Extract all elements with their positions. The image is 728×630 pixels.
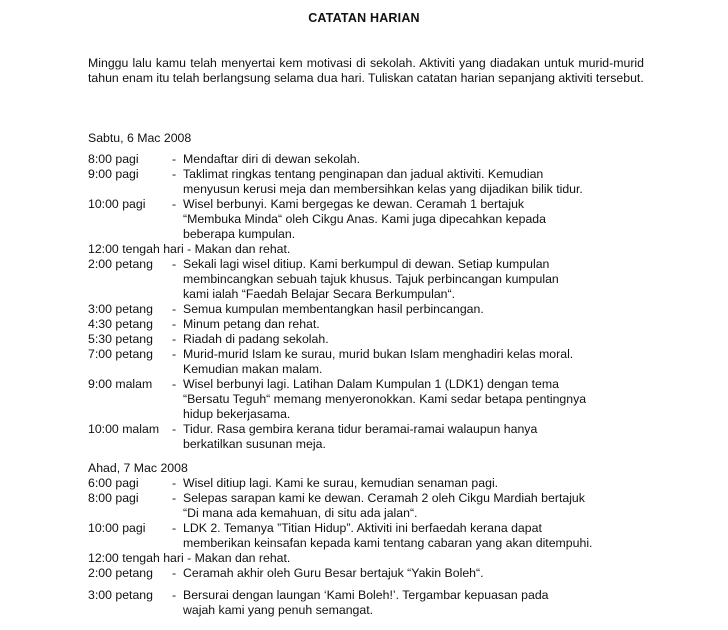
schedule-entry bbox=[88, 566, 648, 581]
entry-description bbox=[183, 566, 643, 581]
day-heading: Ahad, 7 Mac 2008 bbox=[88, 461, 188, 475]
description-line: Minum petang dan rehat. bbox=[183, 317, 320, 331]
schedule-entry bbox=[88, 377, 648, 422]
schedule-entry bbox=[88, 257, 648, 302]
schedule-entry bbox=[88, 551, 648, 566]
entry-time: 3:00 petang bbox=[88, 302, 153, 316]
description-line: Murid-murid Islam ke surau, murid bukan Islam menghadiri kelas moral. bbox=[183, 347, 574, 361]
schedule-entry bbox=[88, 167, 648, 197]
description-line: beberapa kumpulan. bbox=[183, 227, 296, 241]
description-line: Kemudian makan malam. bbox=[183, 362, 323, 376]
description-line: Wisel berbunyi lagi. Latihan Dalam Kumpulan 1 (LDK1) dengan tema bbox=[183, 377, 559, 391]
entry-time: 12:00 tengah hari - Makan dan rehat. bbox=[88, 551, 291, 565]
entry-dash: - bbox=[172, 152, 177, 166]
entry-time: 10:00 pagi bbox=[88, 521, 146, 535]
entry-description bbox=[183, 152, 643, 167]
description-line: wajah kami yang penuh semangat. bbox=[183, 603, 374, 617]
entry-dash: - bbox=[172, 491, 177, 505]
entry-dash: - bbox=[172, 257, 177, 271]
entry-time: 10:00 pagi bbox=[88, 197, 146, 211]
description-line: Sekali lagi wisel ditiup. Kami berkumpul di dewan. Setiap kumpulan bbox=[183, 257, 550, 271]
entry-description bbox=[183, 332, 643, 347]
description-line: Semua kumpulan membentangkan hasil perbincangan. bbox=[183, 302, 484, 316]
entry-time: 7:00 petang bbox=[88, 347, 153, 361]
entry-dash: - bbox=[172, 167, 177, 181]
entry-dash: - bbox=[172, 588, 177, 602]
entry-description bbox=[183, 317, 643, 332]
entry-dash: - bbox=[172, 422, 177, 436]
description-line: LDK 2. Temanya ”Titian Hidup”. Aktiviti ini berfaedah kerana dapat bbox=[183, 521, 542, 535]
schedule-entry bbox=[88, 491, 648, 521]
description-line: hidup bekerjasama. bbox=[183, 407, 291, 421]
description-line: menyusun kerusi meja dan membersihkan kelas yang dijadikan bilik tidur. bbox=[183, 182, 583, 196]
description-line: Mendaftar diri di dewan sekolah. bbox=[183, 152, 361, 166]
entry-time: 8:00 pagi bbox=[88, 152, 139, 166]
entry-dash: - bbox=[172, 521, 177, 535]
description-line: “Di mana ada kemahuan, di situ ada jalan“. bbox=[183, 506, 418, 520]
description-line: “Bersatu Teguh“ memang menyeronokkan. Kami sedar betapa pentingnya bbox=[183, 392, 587, 406]
schedule-entry bbox=[88, 152, 648, 167]
schedule-entry bbox=[88, 476, 648, 491]
schedule-entry bbox=[88, 332, 648, 347]
entry-description bbox=[183, 521, 643, 551]
description-line: Wisel berbunyi. Kami bergegas ke dewan. Ceramah 1 bertajuk bbox=[183, 197, 525, 211]
entry-time: 6:00 pagi bbox=[88, 476, 139, 490]
schedule-entry bbox=[88, 197, 648, 242]
entry-dash: - bbox=[172, 332, 177, 346]
schedule-entry bbox=[88, 302, 648, 317]
entry-time: 10:00 malam bbox=[88, 422, 160, 436]
schedule-entry bbox=[88, 347, 648, 377]
entry-description bbox=[183, 422, 643, 452]
entry-time: 2:00 petang bbox=[88, 257, 153, 271]
description-line: membincangkan sebuah tajuk khusus. Tajuk perbincangan kumpulan bbox=[183, 272, 559, 286]
entry-description bbox=[183, 257, 643, 302]
description-line: “Membuka Minda“ oleh Cikgu Anas. Kami juga dipecahkan kepada bbox=[183, 212, 546, 226]
entry-dash: - bbox=[172, 302, 177, 316]
entry-time: 9:00 malam bbox=[88, 377, 153, 391]
description-line: memberikan keinsafan kepada kami tentang cabaran yang akan ditempuhi. bbox=[183, 536, 593, 550]
entry-description bbox=[183, 197, 643, 242]
description-line: Riadah di padang sekolah. bbox=[183, 332, 329, 346]
entry-description bbox=[183, 377, 643, 422]
entry-description bbox=[183, 167, 643, 197]
entry-dash: - bbox=[172, 317, 177, 331]
description-line: kami ialah “Faedah Belajar Secara Berkumpulan“. bbox=[183, 287, 456, 301]
entry-dash: - bbox=[172, 566, 177, 580]
entry-description bbox=[183, 588, 643, 618]
schedule-entry bbox=[88, 317, 648, 332]
entry-time: 4:30 petang bbox=[88, 317, 153, 331]
entry-time: 8:00 pagi bbox=[88, 491, 139, 505]
description-line: Taklimat ringkas tentang penginapan dan jadual aktiviti. Kemudian bbox=[183, 167, 544, 181]
schedule-entry bbox=[88, 521, 648, 551]
schedule-entry bbox=[88, 422, 648, 452]
entry-description bbox=[183, 491, 643, 521]
day-heading: Sabtu, 6 Mac 2008 bbox=[88, 131, 192, 145]
description-line: berkatilkan susunan meja. bbox=[183, 437, 326, 451]
entry-time: 9:00 pagi bbox=[88, 167, 139, 181]
schedule-entry bbox=[88, 242, 648, 257]
entry-description bbox=[183, 347, 643, 377]
entry-dash: - bbox=[172, 347, 177, 361]
entry-description bbox=[183, 302, 643, 317]
entry-time: 3:00 petang bbox=[88, 588, 153, 602]
entry-description bbox=[183, 476, 643, 491]
entry-time: 12:00 tengah hari - Makan dan rehat. bbox=[88, 242, 291, 256]
entry-time: 5:30 petang bbox=[88, 332, 153, 346]
description-line: Ceramah akhir oleh Guru Besar bertajuk “Yakin Boleh“. bbox=[183, 566, 484, 580]
description-line: Selepas sarapan kami ke dewan. Ceramah 2 oleh Cikgu Mardiah bertajuk bbox=[183, 491, 585, 505]
intro-paragraph: Minggu lalu kamu telah menyertai kem motivasi di sekolah. Aktiviti yang diadakan untuk murid-murid tahun enam itu telah berlangsung selama dua hari. Tuliskan catatan harian sepanjang aktiviti tersebut. bbox=[88, 56, 644, 86]
entry-dash: - bbox=[172, 377, 177, 391]
entry-time: 2:00 petang bbox=[88, 566, 153, 580]
description-line: Bersurai dengan laungan ‘Kami Boleh!’. Tergambar kepuasan pada bbox=[183, 588, 549, 602]
page-title: CATATAN HARIAN bbox=[308, 11, 420, 25]
schedule-entry bbox=[88, 588, 648, 618]
entry-dash: - bbox=[172, 476, 177, 490]
description-line: Wisel ditiup lagi. Kami ke surau, kemudian senaman pagi. bbox=[183, 476, 499, 490]
description-line: Tidur. Rasa gembira kerana tidur beramai-ramai walaupun hanya bbox=[183, 422, 538, 436]
entry-dash: - bbox=[172, 197, 177, 211]
